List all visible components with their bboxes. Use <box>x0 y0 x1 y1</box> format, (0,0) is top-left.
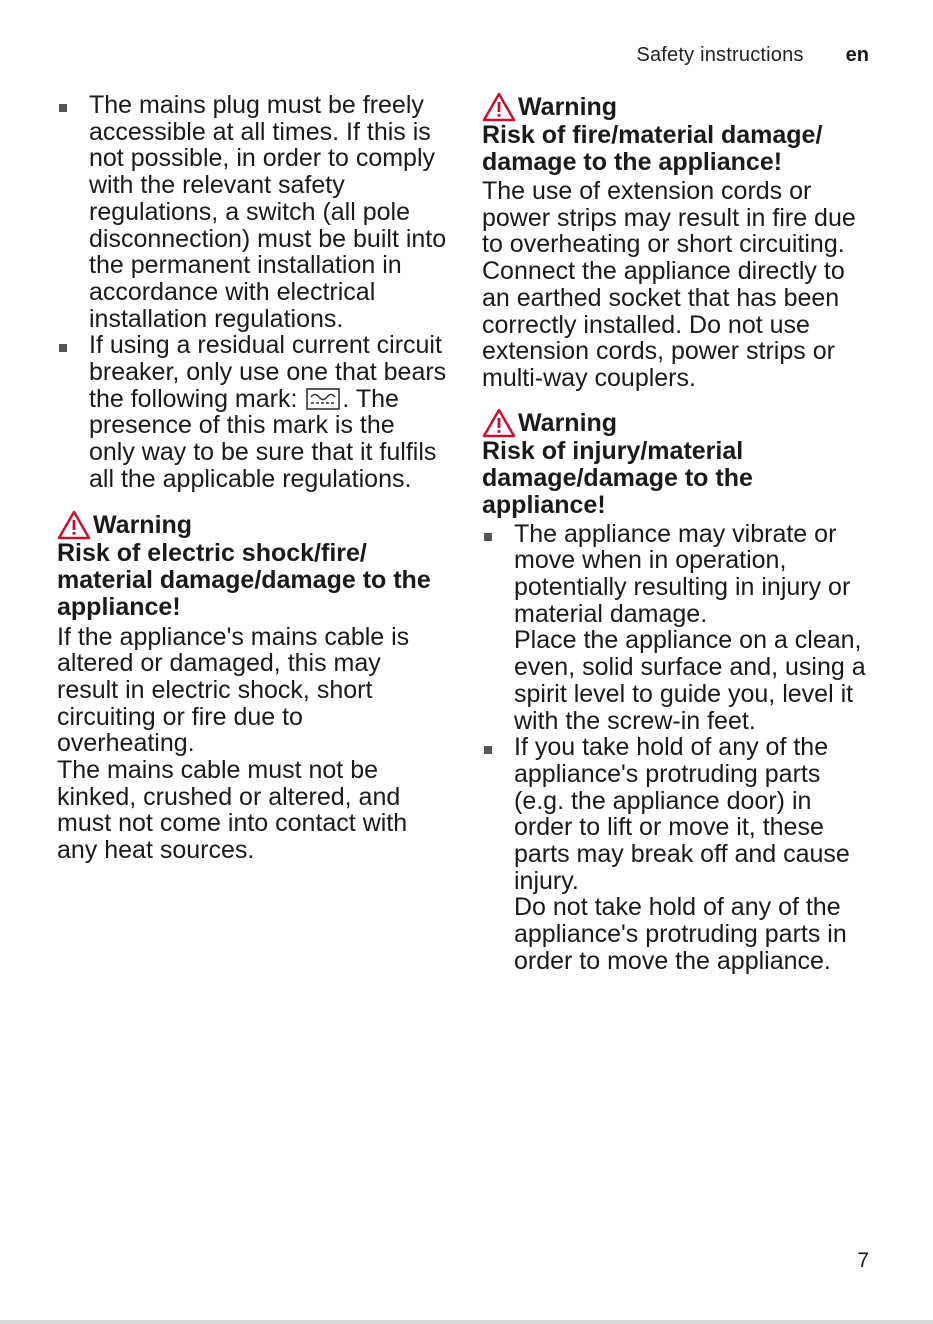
injury-bullet-list <box>482 521 872 975</box>
section-title: Safety instructions <box>636 44 804 66</box>
language-code: en <box>845 44 869 66</box>
left-bullet-list <box>57 92 447 493</box>
warning-label: Warning <box>93 510 193 539</box>
warning-title: Risk of electric shock/fire/ material damage/damage to the appliance! <box>57 538 431 621</box>
rcd-mark-icon <box>306 388 340 410</box>
warning-label: Warning <box>518 93 618 121</box>
list-item <box>57 92 447 332</box>
list-item <box>482 521 872 735</box>
bullet-text: The appliance may vibrate or move when in operation, potentially resulting in injury or material damage. <box>514 519 851 628</box>
warning-paragraph: The use of extension cords or power strips may result in fire due to overheating or short circuiting. <box>482 177 856 259</box>
bullet-text: The mains plug must be freely accessible at all times. If this is not possible, in order to comply with the relevant safety regulations, a switch (all pole disconnection) must be built into the permanent installation in accordance with electrical installation regulations. <box>89 91 447 333</box>
bullet-marker <box>59 104 67 112</box>
warning-heading <box>482 408 872 438</box>
list-item <box>57 332 447 492</box>
warning-paragraph: If the appliance's mains cable is altered or damaged, this may result in electric shock, short circuiting or fire due to overheating. <box>57 622 410 758</box>
bullet-text: Do not take hold of any of the appliance's protruding parts in order to move the appliance. <box>514 893 847 975</box>
warning-label: Warning <box>518 408 618 437</box>
page-bottom-edge <box>0 1320 933 1324</box>
warning-injury <box>482 408 872 975</box>
bullet-text: If you take hold of any of the appliance's protruding parts (e.g. the appliance door) in order to lift or move it, these parts may break off and cause injury. <box>514 733 850 895</box>
page-header <box>636 44 869 67</box>
bullet-marker <box>484 533 492 541</box>
warning-heading <box>482 92 872 122</box>
warning-electric-shock <box>57 510 447 864</box>
left-column <box>57 92 447 864</box>
bullet-marker <box>484 746 492 754</box>
page-number: 7 <box>857 1249 869 1272</box>
bullet-text: Place the appliance on a clean, even, solid surface and, using a spirit level to guide you, level it with the screw-in feet. <box>514 626 866 735</box>
bullet-text-before: If using a residual current circuit breaker, only use one that bears the following mark: <box>89 331 447 413</box>
warning-paragraph: Connect the appliance directly to an earthed socket that has been correctly installed. Do not use extension cords, power strips or multi-way couplers. <box>482 257 845 392</box>
warning-triangle-icon <box>482 92 516 122</box>
warning-title: Risk of fire/material damage/ damage to the appliance! <box>482 121 823 176</box>
bullet-marker <box>59 344 67 352</box>
right-column <box>482 92 872 975</box>
warning-heading <box>57 510 447 540</box>
list-item <box>482 734 872 974</box>
warning-triangle-icon <box>57 510 91 540</box>
warning-fire <box>482 92 872 392</box>
warning-title: Risk of injury/material damage/damage to the appliance! <box>482 436 753 519</box>
bullet-text-after: . The presence of this mark is the only way to be sure that it fulfils all the applicable regulations. <box>89 384 437 493</box>
warning-paragraph: The mains cable must not be kinked, crushed or altered, and must not come into contact with any heat sources. <box>57 756 408 865</box>
warning-triangle-icon <box>482 408 516 438</box>
